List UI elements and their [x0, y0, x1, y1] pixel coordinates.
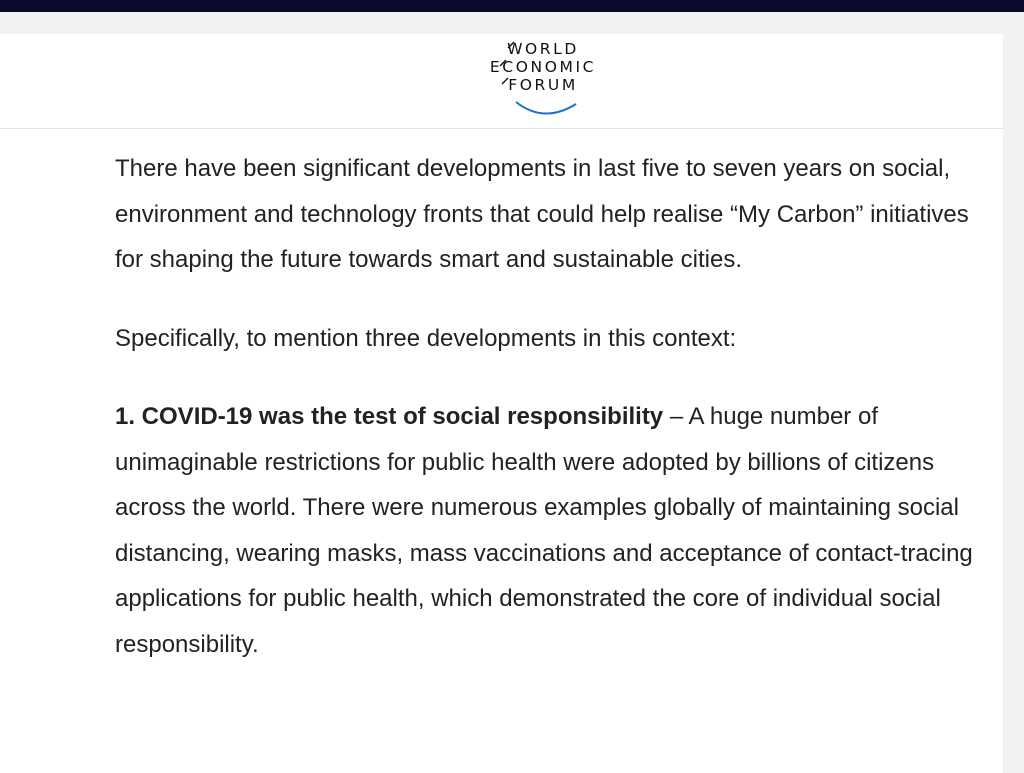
- scrollbar-track[interactable]: [1003, 12, 1024, 773]
- point-1-body: – A huge number of unimaginable restrictions for public health were adopted by billions of citizens across the world. There were numerous examples globally of maintaining social distancing, wearing masks, mass vaccinations and acceptance of contact-tracing applications for public health, which demonstrated the core of individual social responsibility.: [115, 403, 973, 658]
- logo-line-forum: FORUM: [508, 76, 578, 94]
- site-header: [0, 34, 1003, 129]
- article-paragraph-2: Specifically, to mention three developments in this context:: [115, 324, 737, 352]
- browser-top-strip: [0, 0, 1024, 12]
- article-paragraph-1: There have been significant developments in last five to seven years on social, environment and technology fronts that could help realise “My Carbon” initiatives for shaping the future towards smart and sustainable cities.: [115, 155, 969, 273]
- point-1-heading: 1. COVID-19 was the test of social responsibility: [115, 403, 664, 430]
- wef-logo[interactable]: [478, 40, 608, 122]
- article-point-1: [115, 394, 985, 667]
- article-body: [115, 146, 985, 700]
- page-content: [0, 34, 1003, 773]
- logo-line-economic: ECONOMIC: [489, 58, 597, 76]
- logo-line-world: WORLD: [507, 40, 579, 58]
- logo-arc-icon: [478, 40, 608, 122]
